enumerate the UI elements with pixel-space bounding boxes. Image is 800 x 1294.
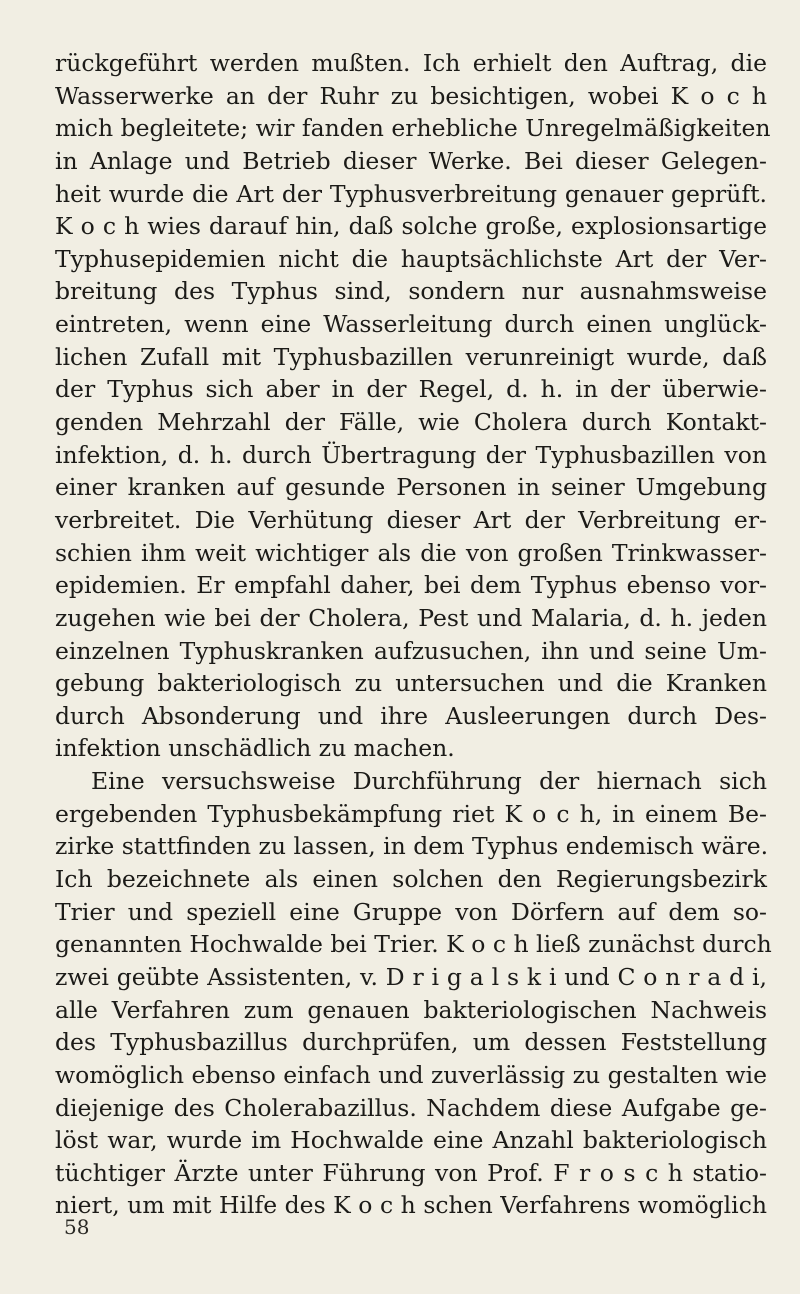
text-line: Trier und speziell eine Gruppe von Dörfern auf dem so-	[55, 897, 767, 926]
text-line: gebung bakteriologisch zu untersuchen und die Kranken	[55, 669, 767, 698]
text-line: des Typhusbazillus durchprüfen, um dessen Feststellung	[55, 1028, 767, 1057]
text-line: eintreten, wenn eine Wasserleitung durch einen unglück-	[55, 310, 767, 339]
text-line: ergebenden Typhusbekämpfung riet K o c h, in einem Be-	[55, 799, 767, 828]
text-line-paragraph-start: Eine versuchsweise Durchführung der hiernach sich	[91, 767, 767, 796]
text-line: löst war, wurde im Hochwalde eine Anzahl bakteriologisch	[55, 1126, 767, 1155]
text-line: epidemien. Er empfahl daher, bei dem Typhus ebenso vor-	[55, 571, 767, 600]
text-line: verbreitet. Die Verhütung dieser Art der Verbreitung er-	[55, 505, 767, 534]
text-line: tüchtiger Ärzte unter Führung von Prof. F r o s c h statio-	[55, 1158, 767, 1187]
text-line: einzelnen Typhuskranken aufzusuchen, ihn und seine Um-	[55, 636, 767, 665]
text-line: breitung des Typhus sind, sondern nur ausnahmsweise	[55, 277, 767, 306]
text-line: rückgeführt werden mußten. Ich erhielt den Auftrag, die	[55, 49, 767, 77]
text-line: zugehen wie bei der Cholera, Pest und Malaria, d. h. jeden	[55, 603, 767, 632]
text-line: in Anlage und Betrieb dieser Werke. Bei dieser Gelegen-	[55, 146, 767, 175]
text-line: genden Mehrzahl der Fälle, wie Cholera durch Kontakt-	[55, 408, 767, 437]
text-line: womöglich ebenso einfach und zuverlässig zu gestalten wie	[55, 1060, 768, 1089]
text-line-paragraph-end: infektion unschädlich zu machen.	[55, 734, 455, 763]
text-line: schien ihm weit wichtiger als die von großen Trinkwasser-	[55, 538, 767, 567]
text-line: einer kranken auf gesunde Personen in seiner Umgebung	[55, 473, 767, 502]
body-text	[55, 47, 772, 1222]
text-line: alle Verfahren zum genauen bakteriologischen Nachweis	[55, 995, 767, 1024]
text-line: K o c h wies darauf hin, daß solche große, explosionsartige	[55, 212, 767, 241]
text-line: niert, um mit Hilfe des K o c h schen Verfahrens womöglich	[55, 1191, 767, 1220]
text-line: zwei geübte Assistenten, v. D r i g a l s k i und C o n r a d i,	[55, 962, 767, 991]
text-line: diejenige des Cholerabazillus. Nachdem diese Aufgabe ge-	[55, 1093, 767, 1122]
text-line: Typhusepidemien nicht die hauptsächlichste Art der Ver-	[55, 244, 767, 273]
text-line: der Typhus sich aber in der Regel, d. h. in der überwie-	[55, 375, 767, 404]
text-line: mich begleitete; wir fanden erhebliche Unregelmäßigkeiten	[55, 114, 771, 143]
text-line: genannten Hochwalde bei Trier. K o c h ließ zunächst durch	[55, 930, 772, 959]
text-line: infektion, d. h. durch Übertragung der Typhusbazillen von	[55, 440, 767, 469]
text-line: zirke stattfinden zu lassen, in dem Typhus endemisch wäre.	[55, 832, 769, 861]
text-line: Wasserwerke an der Ruhr zu besichtigen, wobei K o c h	[55, 81, 767, 110]
text-line: lichen Zufall mit Typhusbazillen verunreinigt wurde, daß	[55, 342, 767, 371]
page-number: 58	[64, 1215, 90, 1239]
text-line: heit wurde die Art der Typhusverbreitung genauer geprüft.	[55, 179, 767, 208]
text-line: durch Absonderung und ihre Ausleerungen durch Des-	[55, 701, 767, 730]
text-line: Ich bezeichnete als einen solchen den Regierungsbezirk	[55, 865, 767, 894]
